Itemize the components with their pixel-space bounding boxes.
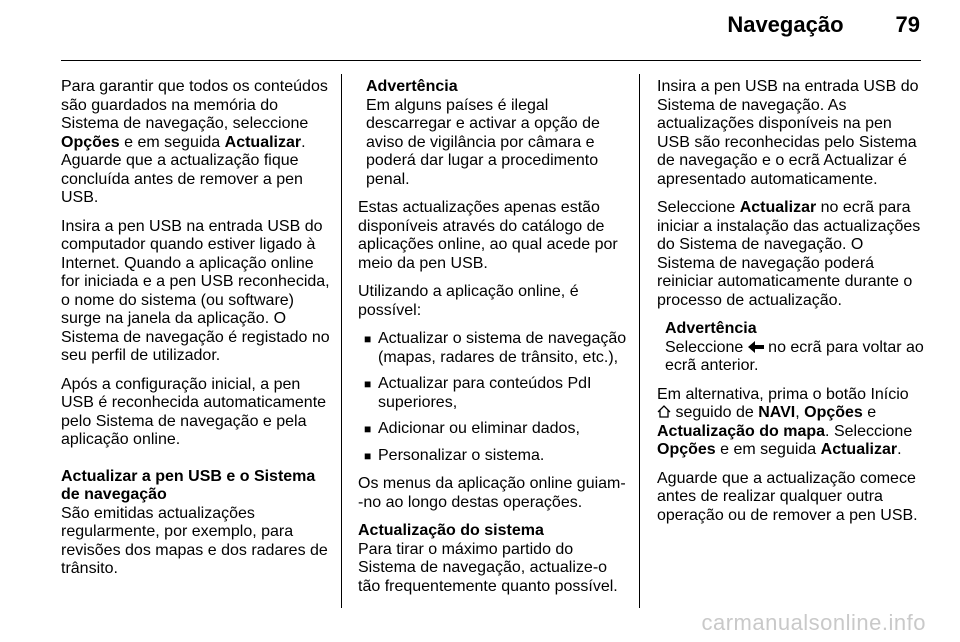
column-divider-2 — [639, 74, 640, 608]
menu-term: Actualizar — [224, 133, 302, 151]
home-icon — [657, 405, 671, 418]
paragraph: Os menus da aplicação online guiam--no ao longo destas operações. — [358, 475, 626, 511]
section-heading: Actualização do sistema — [358, 522, 544, 539]
list-item: ■ Personalizar o sistema. — [364, 446, 545, 464]
column-2 — [358, 78, 630, 606]
column-1 — [61, 78, 331, 589]
paragraph: Utilizando a aplicação online, é possível: — [358, 283, 579, 319]
menu-term: Opções — [657, 441, 716, 458]
watermark: carmanualsonline.info — [701, 610, 926, 635]
warning-box — [657, 320, 925, 376]
paragraph: Para garantir que todos os conteúdos são guardados na memória do Sistema de navegação, seleccione Opções e em seguida Actualizar. Aguarde que a actualização fique concluída antes de remover a pen USB. — [61, 78, 328, 206]
bullet-icon: ■ — [364, 448, 372, 463]
warning-text: Seleccione no ecrã para voltar ao ecrã anterior. — [665, 338, 924, 374]
page-number: 79 — [895, 12, 920, 37]
page-header — [0, 12, 920, 38]
warning-heading: Advertência — [665, 320, 757, 337]
column-3 — [657, 78, 925, 535]
warning-text: Em alguns países é ilegal descarregar e activar a opção de aviso de vigilância por câmara e poderá dar lugar a procedimento penal. — [366, 96, 600, 188]
list-item: ■ Actualizar para conteúdos PdI superiores, — [364, 375, 592, 411]
paragraph: Insira a pen USB na entrada USB do Sistema de navegação. As actualizações disponíveis na pen USB são reconhecidas pelo Sistema de navegação e o ecrã Actualizar é apresentado automaticamente. — [657, 78, 919, 188]
header-rule — [61, 60, 921, 61]
section-heading: Actualizar a pen USB e o Sistema de navegação — [61, 467, 316, 503]
page-title: Navegação — [727, 12, 844, 37]
bullet-list — [358, 330, 630, 465]
paragraph: Aguarde que a actualização comece antes de realizar qualquer outra operação ou de remover a pen USB. — [657, 469, 918, 524]
paragraph: São emitidas actualizações regularmente, por exemplo, para revisões dos mapas e dos radares de trânsito. — [61, 504, 328, 577]
paragraph: Em alternativa, prima o botão Início seguido de NAVI, Opções e Actualização do mapa. Seleccione Opções e em seguida Actualizar. — [657, 385, 913, 458]
bullet-icon: ■ — [364, 377, 372, 391]
paragraph: Para tirar o máximo partido do Sistema de navegação, actualize-o tão frequentemente quanto possível. — [358, 540, 618, 595]
paragraph: Estas actualizações apenas estão disponíveis através do catálogo de aplicações online, ao qual acede por meio da pen USB. — [358, 199, 618, 272]
menu-term: Actualizar — [739, 199, 817, 216]
menu-term: Opções — [804, 404, 863, 421]
menu-term: Actualização do mapa — [657, 422, 826, 440]
back-arrow-icon — [748, 341, 764, 353]
menu-term: NAVI — [758, 404, 796, 421]
warning-box — [358, 78, 630, 189]
menu-term: Opções — [61, 133, 120, 151]
paragraph: Insira a pen USB na entrada USB do computador quando estiver ligado à Internet. Quando a aplicação online for iniciada e a pen USB reconhecida, o nome do sistema (ou software) surge na janela da aplicação. O Sistema de navegação é registado no seu perfil de utilizador. — [61, 217, 330, 364]
paragraph: Após a configuração inicial, a pen USB é reconhecida automaticamente pelo Sistema de navegação e pela aplicação online. — [61, 375, 327, 448]
list-item: ■ Adicionar ou eliminar dados, — [364, 420, 580, 437]
bullet-icon: ■ — [364, 332, 372, 346]
warning-heading: Advertência — [366, 78, 458, 95]
bullet-icon: ■ — [364, 422, 372, 436]
list-item: ■ Actualizar o sistema de navegação (mapas, radares de trânsito, etc.), — [364, 330, 627, 366]
column-divider-1 — [341, 74, 342, 608]
menu-term: Actualizar — [820, 441, 898, 458]
paragraph: Seleccione Actualizar no ecrã para iniciar a instalação das actualizações do Sistema de navegação. O Sistema de navegação poderá reiniciar automaticamente durante o processo de actualização. — [657, 199, 921, 309]
